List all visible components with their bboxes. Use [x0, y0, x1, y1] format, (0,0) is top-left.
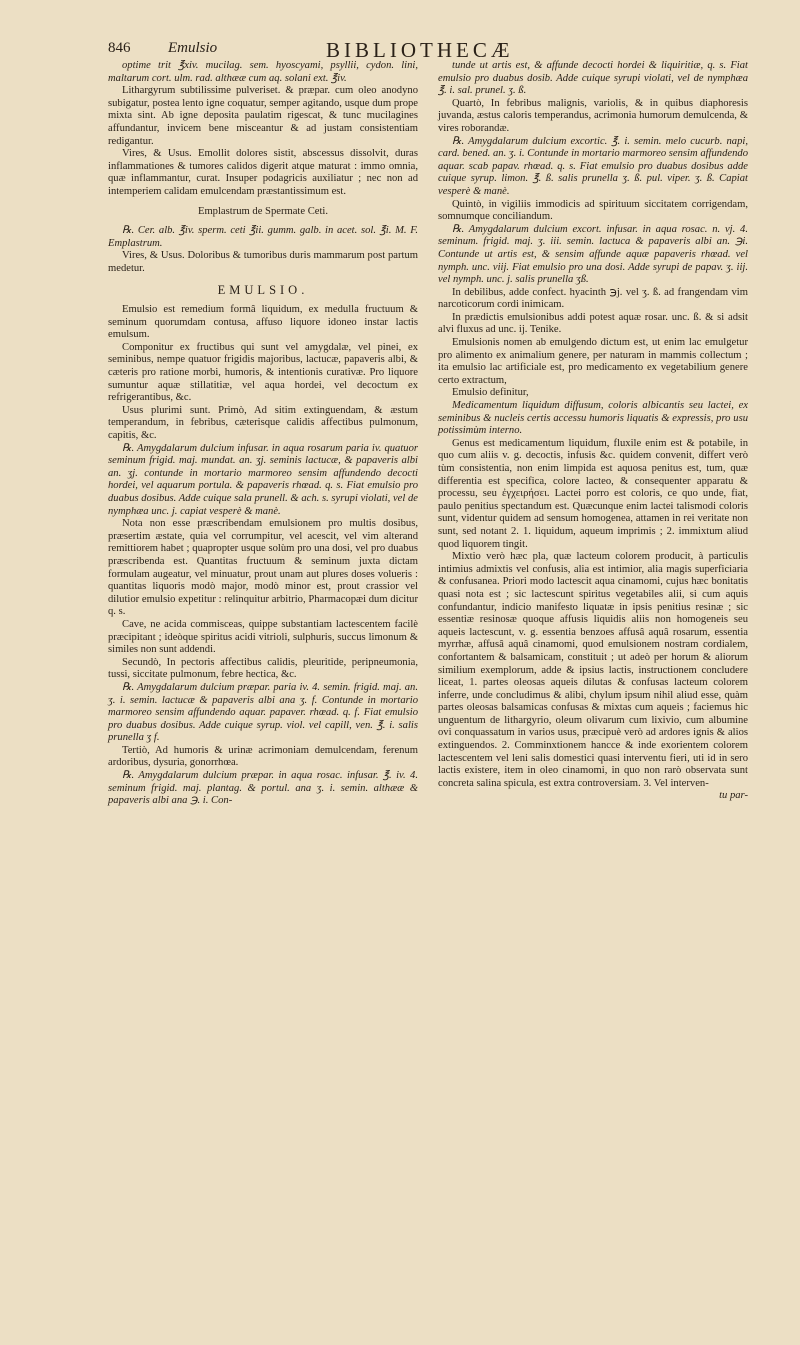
- body-paragraph: Componitur ex fructibus qui sunt vel amygdalæ, vel pinei, ex seminibus, nempe quatuor frigidis majoribus, lactucæ, papaveris albi, & cæteris pro ratione morbi, humoris, & intentionis curativæ. Pro liquore sumuntur aquæ stillatitiæ, vel aqua hordei, vel decoctum ex refrigerantibus, &c.: [108, 341, 418, 404]
- prescription-paragraph: optime trit ℥xiv. mucilag. sem. hyoscyami, psyllii, cydon. lini, maltarum cort. ulm. rad. althææ cum aq. solani ext. ℥iv.: [108, 60, 418, 84]
- body-paragraph: Vires, & Usus. Doloribus & tumoribus duris mammarum post partum medetur.: [108, 250, 418, 274]
- section-subtitle: Emplastrum de Spermate Ceti.: [197, 205, 329, 217]
- prescription-paragraph: ℞. Amygdalarum dulcium excort. infusar. in aqua rosac. n. vj. 4. seminum. frigid. maj. ʒ. iii. semin. lactuca & papaveris albi an. ℈i. Contunde ut artis est, & sensim affunde aquæ papaveris rhœad. vel nymph. unc. viij. Fiat emulsio pro una dosi. Adde syrupi de papav. ʒ. iij. vel nymph. unc. j. salis prunella ʒß.: [438, 223, 748, 286]
- body-paragraph: Mixtio verò hæc pla, quæ lacteum colorem producit, à particulis intimius admixtis vel confusis, alia est intimior, alia magis superficiaria & confusanea. Priori modo lactescit aqua cinamomi, cujus hæc bonitatis quasi nota est ; sic lactescunt spiritus vegetabiles alii, si cum aquis confundantur, indicio manifesto liquatæ in ipsis penitius resinæ ; sic essentiæ resinosæ quoque affusis liquidis aliis non homogeneis seu aqueis lactescunt, v. g. essentia benzoes affusâ aquâ rosarum, essentia myrrhæ, affusâ aquâ cinamomi, quod emulsionem nostram cordialem, confortantem & balsamicam, constituit ; ut adeò per horum & aliorum similium exemplorum, adde & ipsius lactis, instructionem concludere liceat, 1. partes oleosas aqueis dilutas & confusas lacteum colorem inferre, unde concludimus & alibi, chylum ipsum nihil aliud esse, quàm partes oleosas balsamicas confusas & mixtas cum aqueis ; faciemus hic unguentum de lithargyrio, oleum olivarum cum lixivio, cum albumine ovi conquassatum in varios usus, præcipuè verò ad ardores ignis & alios extinguendos. 2. Comminxtionem hancce & inde exorientem colorem lactescentem vel leni salis domestici quasi interventu fieri, uti id in sero lactis existere, item in oleo cinamomi, in quo non rarò observata sunt concreta salina spicula, est extra controversiam. 3. Vel interven-: [438, 551, 748, 789]
- body-paragraph: Vires, & Usus. Emollit dolores sistit, abscessus dissolvit, duras inflammationes & tumores calidos digerit atque maturat : immo omnia, quæ inflammantur, curat. Insuper podagricis auxiliatur ; nec non ad intemperiem calidam emulcendam præstantissimum est.: [108, 148, 418, 197]
- body-paragraph: Emulsionis nomen ab emulgendo dictum est, ut enim lac emulgetur pro alimento ex animalium genere, per naturam in mammis collectum ; ita emulsio lac artificiale est, pro medicamento ex vegetabilium genere certo extractum,: [438, 337, 748, 386]
- left-column: [108, 60, 418, 808]
- body-paragraph: In prædictis emulsionibus addi potest aquæ rosar. unc. ß. & si adsit alvi fluxus ad unc. ij. Tenike.: [438, 311, 748, 336]
- body-paragraph: Usus plurimi sunt. Primò, Ad sitim extinguendam, & æstum temperandum, in febribus, cæterisque calidis affectibus pulmonum, capitis, &c.: [108, 404, 418, 442]
- body-paragraph: Emulsio est remedium formâ liquidum, ex medulla fructuum & seminum quorumdam contusa, affuso liquore idoneo instar lactis emulsum.: [108, 304, 418, 341]
- body-paragraph: Emulsio definitur,: [452, 387, 529, 399]
- body-paragraph: In debilibus, adde confect. hyacinth ℈j. vel ʒ. ß. ad frangendam vim narcoticorum cordi inimicam.: [438, 286, 748, 311]
- body-paragraph: Lithargyrum subtilissime pulveriset. & præpar. cum oleo anodyno subigatur, postea lento igne coquatur, semper agitando, usque dum prope mixta sint. Ab igne deposita paulatim rigescat, & tunc mucilagines affundantur, invicem bene misceantur & ad justam consistentiam redigantur.: [108, 85, 418, 147]
- prescription-paragraph: ℞. Amygdalarum dulcium præpar. in aqua rosac. infusar. ℥. iv. 4. seminum frigid. maj. plantag. & portul. ana ʒ. i. semin. althææ & papaveris albi ana ℈. i. Con-: [108, 770, 418, 807]
- body-paragraph: Tertiò, Ad humoris & urinæ acrimoniam demulcendam, ferenum ardoribus, dysuria, gonorrhœa.: [108, 744, 418, 769]
- prescription-paragraph: ℞. Amygdalarum dulcium infusar. in aqua rosarum paria iv. quatuor seminum frigid. maj. mundat. an. ʒj. seminis lactucæ, & papaveris albi an. ʒj. contunde in mortario marmoreo sensim affundendo decocti hordei, vel aquarum portula. & papaveris rhœad. q. s. Fiat emulsio pro duabus dosibus. Adde cuique sala prunell. & ach. s. syrupi violati, vel de nymphæa unc. j. capiat vesperè & manè.: [108, 442, 418, 517]
- catchword: tu par-: [719, 790, 748, 802]
- page-number: 846: [108, 40, 131, 56]
- body-paragraph: Genus est medicamentum liquidum, fluxile enim est & potabile, in quo cum aliis v. g. decoctis, infusis &c. quidem convenit, differt verò tùm consistentia, non enim limpida est aquosa penitus est, tum, quæ differentia est specifica, colore lacteo, & consequenter apparatu & processu, seu ἐγχειρήσει. Lactei porro est coloris, ce quo unde, fiat, paulo penitius spectandum est. Quæcunque enim lactei talismodi coloris sunt, videntur quidem ad sensum homogenea, attamen in rei veritate non sunt, sed notant 2. 1. liquidum, aqueum imprimis ; 2. immixtum aliud quod liquorem tingit.: [438, 437, 748, 550]
- prescription-paragraph: ℞. Amygdalarum dulcium excortic. ℥. i. semin. melo cucurb. napi, card. bened. an. ʒ. i. Contunde in mortario marmoreo sensim affundendo aquar. scab papav. rhœad. q. s. Fiat emulsio pro duabus dosibus adde cuique syrup. limon. ℥. ß. salis prunella ʒ. ß. pul. viper. ʒ. ß. Capiat vesperè & manè.: [438, 135, 748, 197]
- running-head: Emulsio: [168, 40, 218, 56]
- body-paragraph: Cave, ne acida commisceas, quippe substantiam lactescentem facilè præcipitant ; ideòque spiritus acidi vitrioli, sulphuris, succus limonum & similes non sunt addendi.: [108, 618, 418, 656]
- prescription-paragraph: ℞. Cer. alb. ℥iv. sperm. ceti ℥ii. gumm. galb. in acet. sol. ℥i. M. F. Emplastrum.: [108, 225, 418, 249]
- body-paragraph: Nota non esse præscribendam emulsionem pro multis dosibus, præsertim æstate, quia vel corrumpitur, vel acescit, vel vim alterand remittiorem habet ; quapropter usque solùm pro una dosi, vel pro duabus præscribenda est. Quantitas fructuum & seminum juxta dictam formulam augeatur, vel minuatur, prout unam aut plures doses volueris : quantitas liquoris modò major, modò minor est, prout crassior vel dilutior emulsio expetitur : relinquitur arbitrio, Pharmacopæi dum dicitur q. s.: [108, 518, 418, 618]
- body-paragraph: Quintò, in vigiliis immodicis ad spirituum siccitatem corrigendam, somnumque conciliandum.: [438, 198, 748, 223]
- body-paragraph: Quartò, In febribus malignis, variolis, & in quibus diaphoresis juvanda, æstus caloris temperandus, acrimonia humorum demulcenda, & vires roborandæ.: [438, 97, 748, 134]
- prescription-paragraph: tunde ut artis est, & affunde decocti hordei & liquiritiæ, q. s. Fiat emulsio pro duabus dosib. Adde cuique syrupi violati, vel de nymphæa ℥. i. sal. prunel. ʒ. ß.: [438, 60, 748, 97]
- prescription-paragraph: ℞. Amygdalarum dulcium præpar. paria iv. 4. semin. frigid. maj. an. ʒ. i. semin. lactucæ & papaveris albi ana ʒ. f. Contunde in mortario marmoreo sensim affundendo aquar. papaver. rhœad. q. f. Fiat emulsio pro duabus dosibus. Adde cuique syrup. viol. vel capill, ven. ℥. i. salis prunella ʒ f.: [108, 681, 418, 744]
- right-column: [438, 60, 748, 803]
- page-title: BIBLIOTHECÆ: [326, 38, 514, 62]
- prescription-paragraph: Medicamentum liquidum diffusum, coloris albicantis seu lactei, ex seminibus & nucleis certis accessu humoris liquatis & expressis, pro usu potissimùm interno.: [438, 400, 748, 437]
- body-paragraph: Secundò, In pectoris affectibus calidis, pleuritide, peripneumonia, tussi, siccitate pulmonum, febre hectica, &c.: [108, 656, 418, 681]
- section-heading: EMULSIO.: [217, 282, 309, 297]
